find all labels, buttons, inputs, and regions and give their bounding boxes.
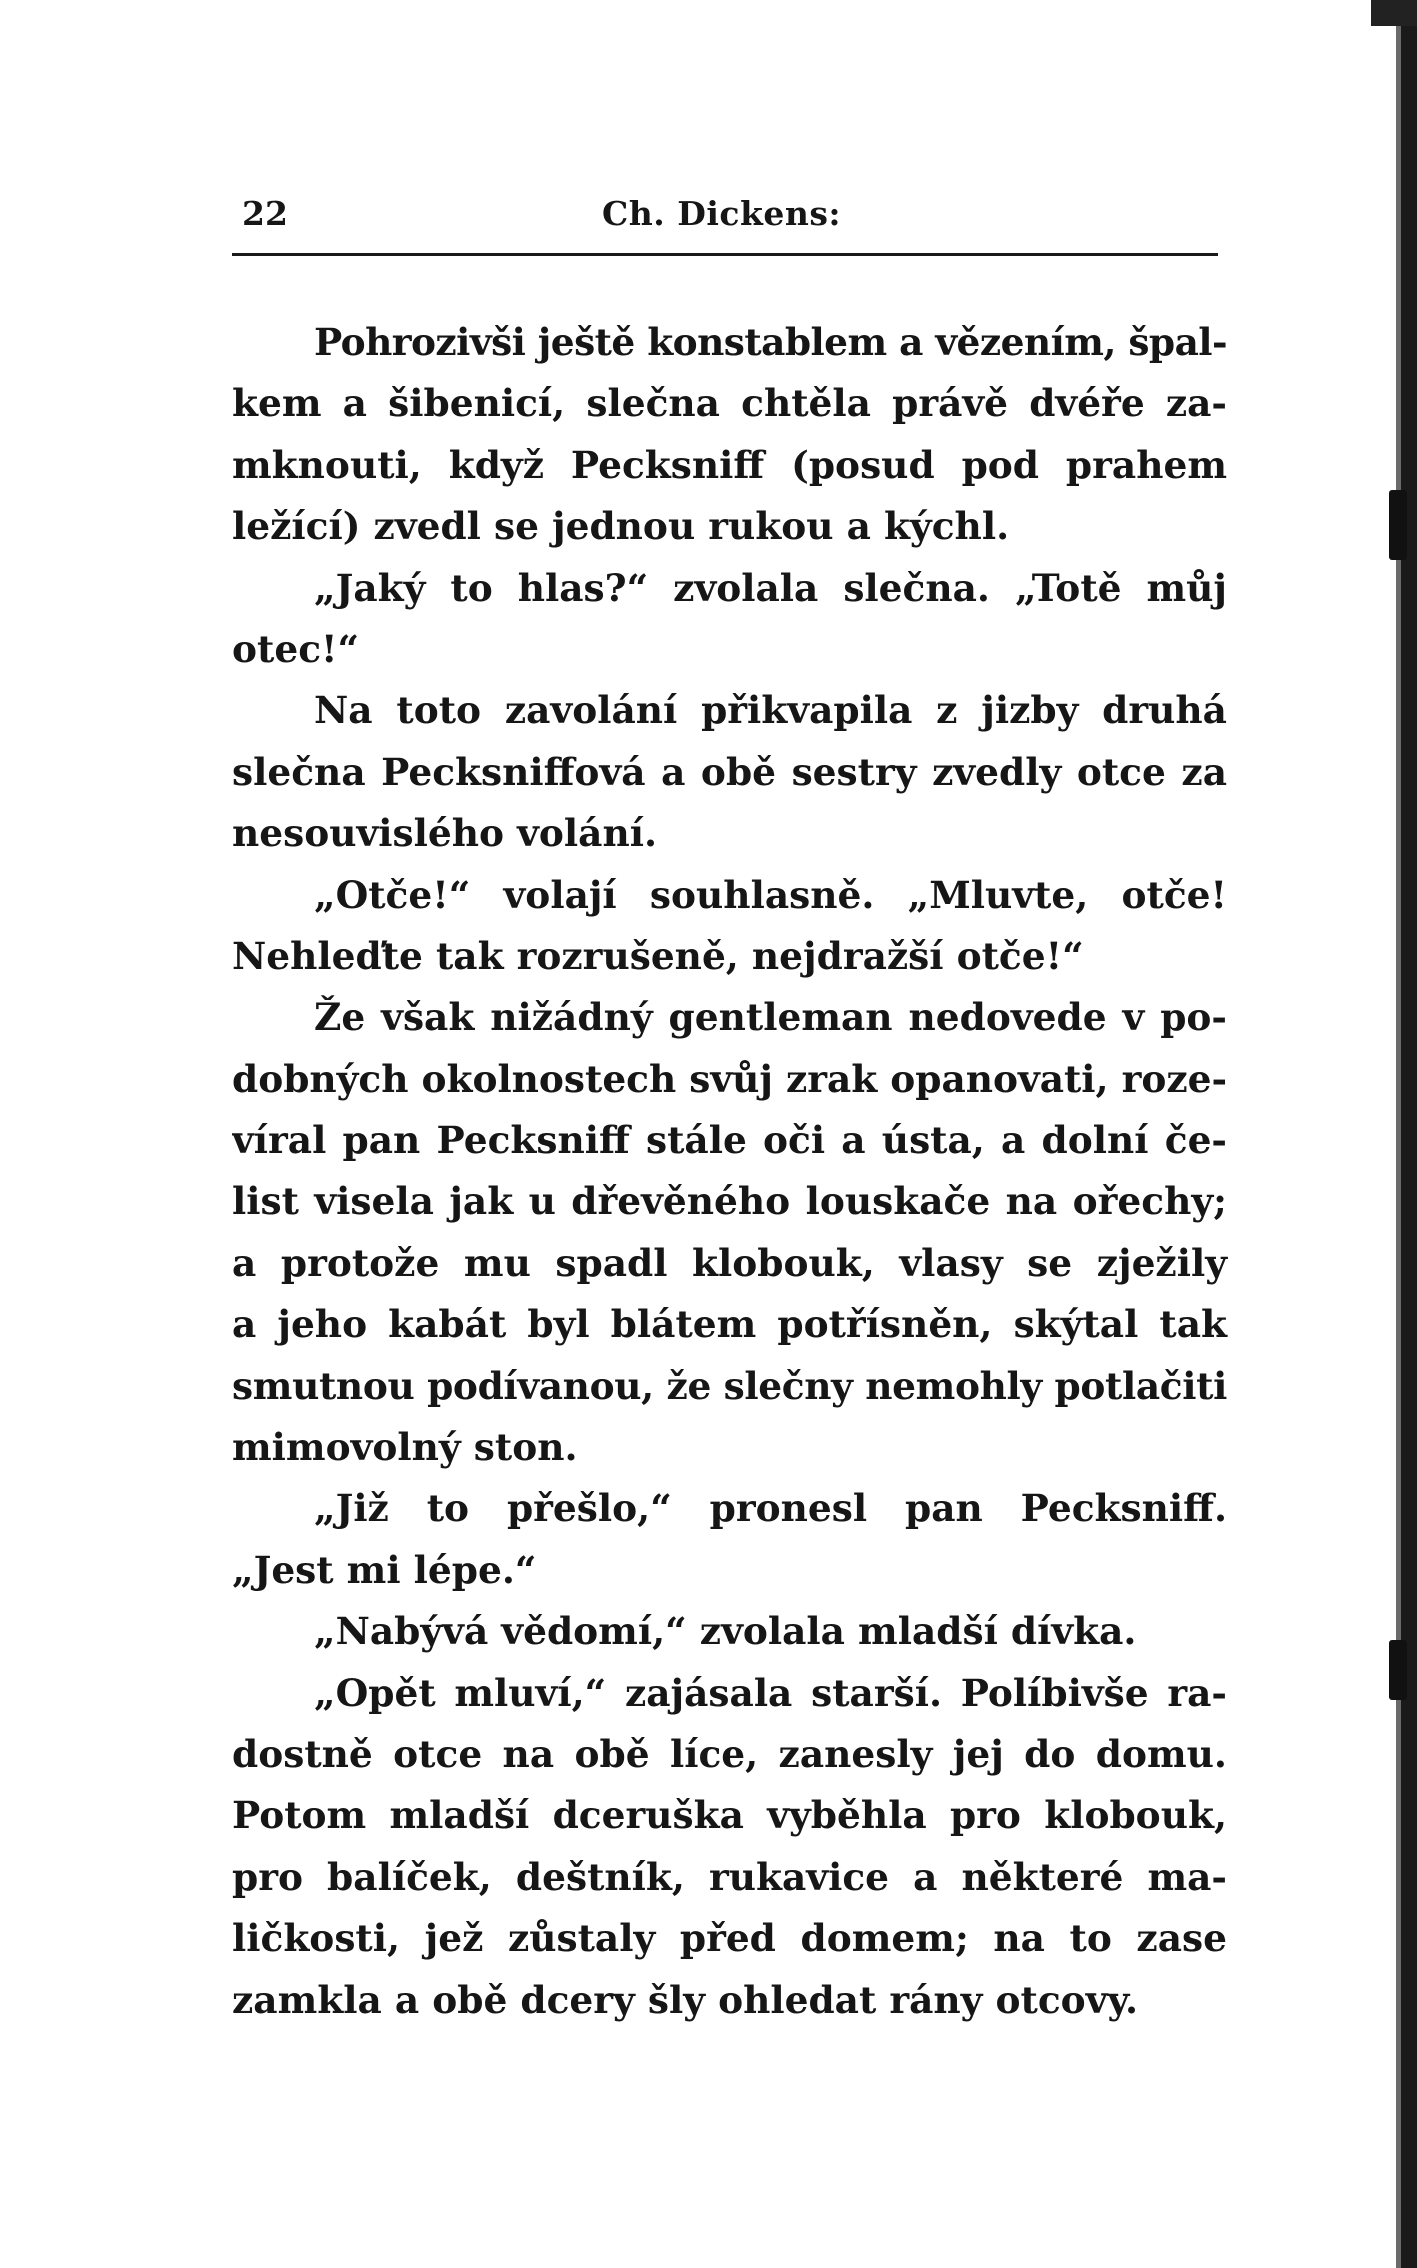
text-line: „Nabývá vědomí,“ zvolala mladší dívka. [314, 1609, 1137, 1654]
text-line: zamkla a obě dcery šly ohledat rány otcovy. [232, 1977, 1139, 2022]
text-line: dostně otce na obě líce, zanesly jej do domu. [232, 1731, 1227, 1776]
text-line: smutnou podívanou, že slečny nemohly potlačiti [232, 1363, 1227, 1408]
text-line: slečna Pecksniffová a obě sestry zvedly otce za [232, 749, 1227, 794]
text-line: pro balíček, deštník, rukavice a některé ma- [232, 1854, 1227, 1899]
text-line: otec!“ [232, 626, 360, 671]
text-line: nesouvislého volání. [232, 811, 658, 856]
text-line: mknouti, když Pecksniff (posud pod prahem [232, 442, 1227, 487]
text-line: ležící) zvedl se jednou rukou a kýchl. [232, 504, 1010, 549]
text-line: Nehleďte tak rozrušeně, nejdražší otče!“ [232, 933, 1084, 978]
text-line: „Jaký to hlas?“ zvolala slečna. „Totě můj [314, 565, 1227, 610]
header-rule [232, 253, 1218, 256]
page-number: 22 [242, 194, 288, 233]
text-line: Na toto zavolání přikvapila z jizby druhá [314, 688, 1227, 733]
running-title: Ch. Dickens: [602, 194, 842, 233]
text-line: „Opět mluví,“ zajásala starší. Políbivše ra- [314, 1670, 1227, 1715]
text-line: „Již to přešlo,“ pronesl pan Pecksniff. [314, 1486, 1227, 1531]
text-line: mimovolný ston. [232, 1425, 578, 1470]
page-edge [1401, 0, 1417, 2268]
text-line: list visela jak u dřevěného louskače na ořechy; [232, 1179, 1227, 1224]
text-line: a protože mu spadl klobouk, vlasy se zježily [232, 1240, 1227, 1285]
text-line: víral pan Pecksniff stále oči a ústa, a dolní če- [232, 1118, 1227, 1163]
scan-corner-mark [1371, 0, 1417, 26]
text-line: Potom mladší dceruška vyběhla pro klobouk, [232, 1793, 1227, 1838]
text-line: „Jest mi lépe.“ [232, 1547, 537, 1592]
body-text [232, 312, 1232, 2031]
text-line: dobných okolnostech svůj zrak opanovati, roze- [232, 1056, 1227, 1101]
text-line: kem a šibenicí, slečna chtěla právě dvéře za- [232, 381, 1227, 426]
text-line: „Otče!“ volají souhlasně. „Mluvte, otče! [314, 872, 1227, 917]
text-line: a jeho kabát byl blátem potřísněn, skýtal tak [232, 1302, 1227, 1347]
running-header [232, 186, 1218, 246]
edge-mark [1389, 1640, 1407, 1700]
text-line: Pohrozivši ještě konstablem a vězením, špal- [314, 320, 1227, 364]
edge-mark [1389, 490, 1407, 560]
text-line: ličkosti, jež zůstaly před domem; na to zase [232, 1916, 1227, 1961]
text-line: Že však nižádný gentleman nedovede v po- [314, 995, 1227, 1040]
